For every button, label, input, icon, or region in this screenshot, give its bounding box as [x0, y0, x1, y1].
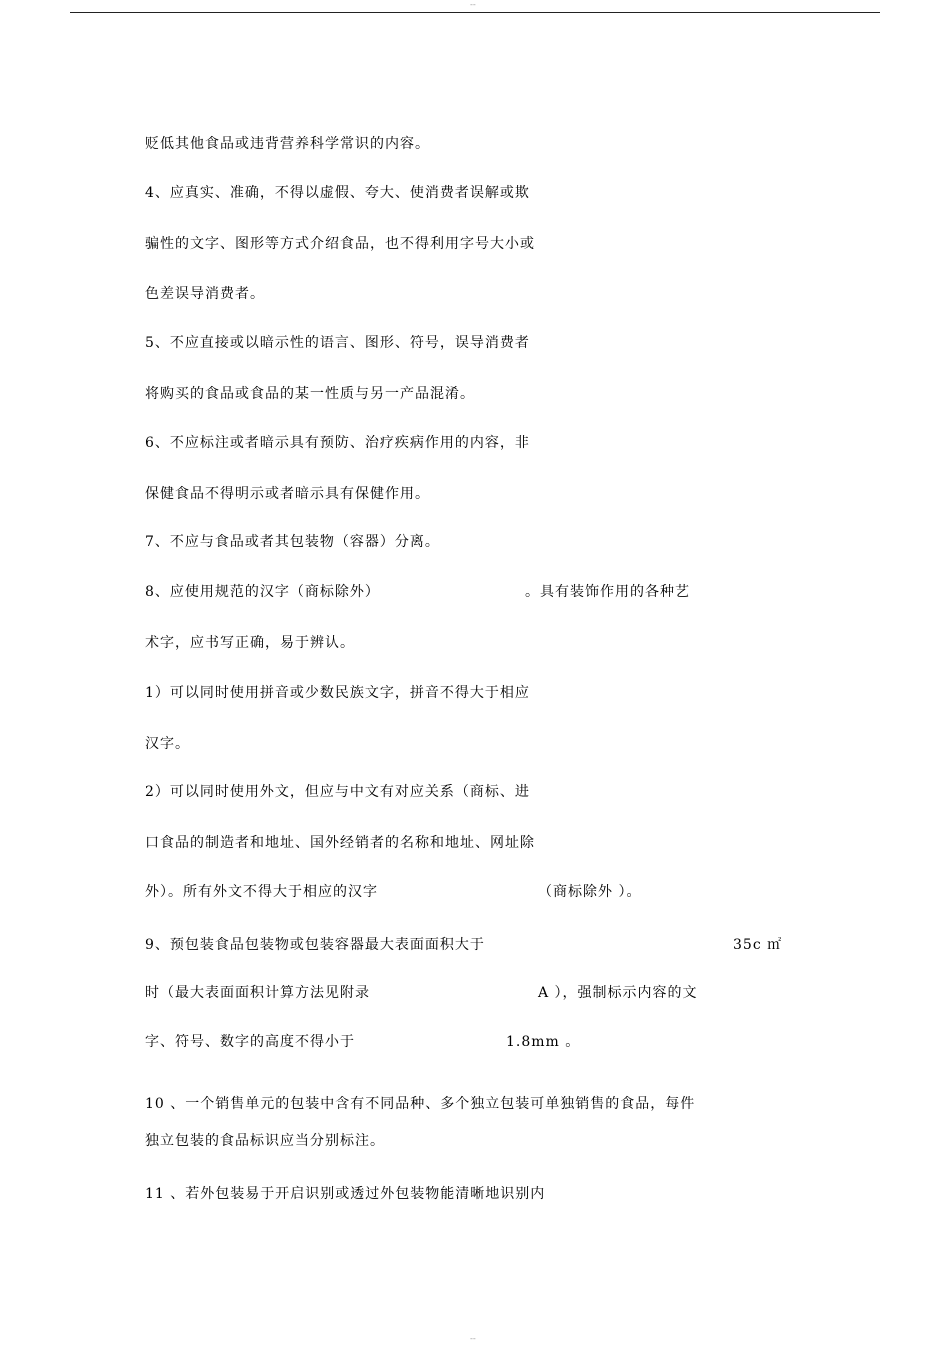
text-line: 10 、一个销售单元的包装中含有不同品种、多个独立包装可单独销售的食品，每件 [145, 1096, 696, 1112]
text-line: 骗性的文字、图形等方式介绍食品，也不得利用字号大小或 [145, 236, 535, 252]
text-line: 4、应真实、准确，不得以虚假、夸大、使消费者误解或欺 [145, 185, 530, 201]
text-line: 时（最大表面面积计算方法见附录 [145, 985, 370, 1001]
text-line-continuation: （商标除外 ）。 [538, 884, 642, 900]
text-line: 汉字。 [145, 736, 190, 752]
text-line: 字、符号、数字的高度不得小于 [145, 1034, 355, 1050]
text-line: 2）可以同时使用外文，但应与中文有对应关系（商标、进 [145, 784, 530, 800]
text-line: 独立包装的食品标识应当分别标注。 [145, 1133, 385, 1149]
header-rule [70, 12, 880, 13]
text-line: 1）可以同时使用拼音或少数民族文字，拼音不得大于相应 [145, 685, 530, 701]
header-mark: -- [470, 0, 476, 9]
text-line-continuation: A ），强制标示内容的文 [538, 985, 698, 1001]
text-line: 保健食品不得明示或者暗示具有保健作用。 [145, 486, 430, 502]
text-line: 7、不应与食品或者其包装物（容器）分离。 [145, 534, 440, 550]
text-line: 口食品的制造者和地址、国外经销者的名称和地址、网址除 [145, 835, 535, 851]
text-line: 11 、若外包装易于开启识别或透过外包装物能清晰地识别内 [145, 1186, 546, 1202]
text-line: 8、应使用规范的汉字（商标除外） [145, 584, 380, 600]
text-line-continuation: 35c ㎡ [733, 937, 783, 953]
text-line: 5、不应直接或以暗示性的语言、图形、符号，误导消费者 [145, 335, 530, 351]
text-line: 术字，应书写正确，易于辨认。 [145, 635, 355, 651]
text-line: 将购买的食品或食品的某一性质与另一产品混淆。 [145, 386, 475, 402]
footer-mark: -- [470, 1334, 476, 1343]
text-line-continuation: 。具有装饰作用的各种艺 [525, 584, 690, 600]
text-line: 贬低其他食品或违背营养科学常识的内容。 [145, 136, 430, 152]
text-line: 6、不应标注或者暗示具有预防、治疗疾病作用的内容，非 [145, 435, 530, 451]
text-line: 色差误导消费者。 [145, 286, 265, 302]
text-line-continuation: 1.8mm 。 [506, 1034, 581, 1050]
text-line: 9、预包装食品包装物或包装容器最大表面面积大于 [145, 937, 485, 953]
text-line: 外）。所有外文不得大于相应的汉字 [145, 884, 378, 900]
